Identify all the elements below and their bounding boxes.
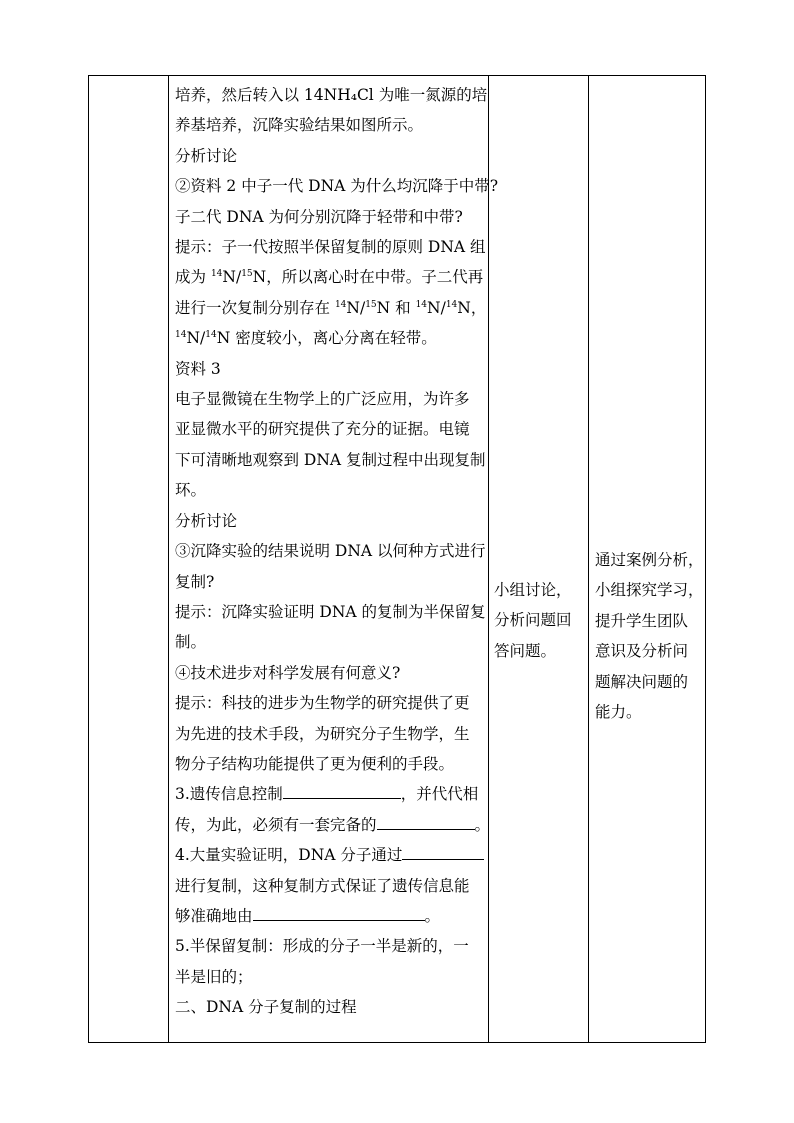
answer-blank[interactable] <box>283 782 401 799</box>
content-line: 进行复制，这种复制方式保证了遗传信息能 <box>175 876 470 895</box>
intent-line: 小组探究学习， <box>595 581 704 600</box>
fill-in-line: 传，为此，必须有一套完备的 。 <box>175 810 491 840</box>
content-line: 提示：沉降实验证明 DNA 的复制为半保留复 <box>175 602 486 621</box>
design-intent-column <box>589 545 710 727</box>
content-heading: 资料 3 <box>175 359 221 378</box>
answer-blank[interactable] <box>253 904 425 921</box>
content-line: 为先进的技术手段，为研究分子生物学，生 <box>175 724 470 743</box>
content-line: 进行一次复制分别存在 $^{14}$N/$^{15}$N 和 $^{14}$N/$^{14}$N， <box>175 298 487 317</box>
intent-line: 能力。 <box>595 703 642 722</box>
fill-in-line: 4.大量实验证明，DNA 分子通过 <box>175 840 491 870</box>
answer-blank[interactable] <box>377 813 475 830</box>
student-activity-column <box>489 575 586 666</box>
activity-line: 答问题。 <box>494 641 557 660</box>
teaching-content-column <box>169 76 499 1023</box>
content-line: 物分子结构功能提供了更为便利的手段。 <box>175 754 455 773</box>
content-line: 提示：科技的进步为生物学的研究提供了更 <box>175 694 470 713</box>
activity-line: 分析问题回 <box>494 611 572 630</box>
intent-line: 通过案例分析， <box>595 551 704 569</box>
fill-in-line: 3.遗传信息控制 ，并代代相 <box>175 779 491 809</box>
content-line: 提示：子一代按照半保留复制的原则 DNA 组 <box>175 238 486 257</box>
content-line: 成为 $^{14}$N/$^{15}$N，所以离心时在中带。子二代再 <box>175 268 484 287</box>
content-line: $^{14}$N/$^{14}$N 密度较小，离心分离在轻带。 <box>175 329 437 348</box>
fill-in-line: 够准确地由 。 <box>175 901 491 931</box>
lesson-table <box>88 75 706 1043</box>
answer-blank[interactable] <box>402 843 484 860</box>
content-line: ②资料 2 中子一代 DNA 为什么均沉降于中带? <box>175 177 499 196</box>
content-line: 制。 <box>175 633 207 652</box>
content-heading: 分析讨论 <box>175 146 238 165</box>
section-heading: 二、DNA 分子复制的过程 <box>175 998 357 1017</box>
activity-line: 小组讨论， <box>494 581 572 599</box>
content-line: 半是旧的； <box>175 967 253 986</box>
content-heading: 分析讨论 <box>175 511 238 530</box>
content-line: 环。 <box>175 481 207 500</box>
content-line: 子二代 DNA 为何分别沉降于轻带和中带? <box>175 207 463 226</box>
content-line: 5.半保留复制：形成的分子一半是新的，一 <box>175 937 469 956</box>
content-line: ③沉降实验的结果说明 DNA 以何种方式进行 <box>175 542 486 561</box>
content-line: 亚显微水平的研究提供了充分的证据。电镜 <box>175 420 470 439</box>
content-line: 养基培养，沉降实验结果如图所示。 <box>175 116 424 135</box>
intent-line: 提升学生团队 <box>595 611 689 630</box>
content-line: 电子显微镜在生物学上的广泛应用，为许多 <box>175 390 470 409</box>
content-line: 培养，然后转入以 14NH₄Cl 为唯一氮源的培 <box>175 86 488 104</box>
intent-line: 意识及分析问 <box>595 642 689 661</box>
content-line: 复制? <box>175 572 215 591</box>
content-line: ④技术进步对科学发展有何意义? <box>175 663 401 682</box>
intent-line: 题解决问题的 <box>595 672 689 691</box>
content-line: 下可清晰地观察到 DNA 复制过程中出现复制 <box>175 450 486 469</box>
